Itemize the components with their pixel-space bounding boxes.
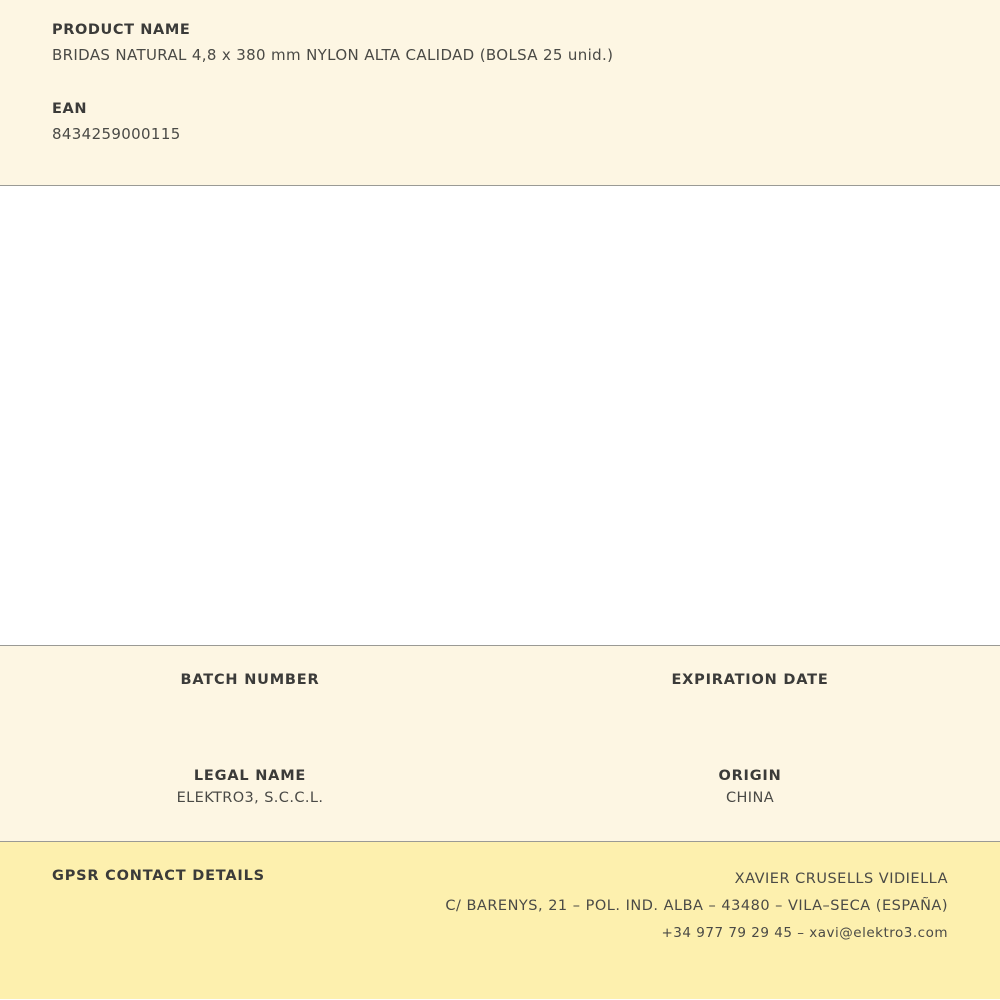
gpsr-contact-address: C/ BARENYS, 21 – POL. IND. ALBA – 43480 – VILA–SECA (ESPAÑA)	[445, 898, 948, 914]
batch-legal-info-block	[0, 646, 1000, 842]
batch-number-label: BATCH NUMBER	[180, 672, 320, 688]
origin-label: ORIGIN	[718, 768, 782, 784]
legal-name-value: ELEKTRO3, S.C.C.L.	[176, 790, 324, 806]
legal-origin-row	[0, 768, 1000, 808]
product-name-label: PRODUCT NAME	[52, 22, 191, 38]
expiration-date-value	[520, 694, 980, 712]
ean-value: 8434259000115	[52, 125, 181, 143]
batch-number-cell	[0, 672, 500, 712]
batch-expiration-row	[0, 672, 1000, 712]
gpsr-contact-title: GPSR CONTACT DETAILS	[52, 868, 265, 884]
expiration-date-cell	[500, 672, 1000, 712]
gpsr-contact-phone-email: +34 977 79 29 45 – xavi@elektro3.com	[661, 925, 948, 941]
ean-group	[52, 101, 948, 143]
product-name-group	[52, 22, 948, 64]
expiration-date-label: EXPIRATION DATE	[671, 672, 829, 688]
batch-number-value	[20, 694, 480, 712]
gpsr-contact-details	[445, 866, 948, 947]
origin-cell	[500, 768, 1000, 808]
ean-label: EAN	[52, 101, 88, 117]
origin-value: CHINA	[725, 790, 775, 806]
legal-name-label: LEGAL NAME	[193, 768, 307, 784]
gpsr-contact-block	[0, 842, 1000, 999]
legal-name-cell	[0, 768, 500, 808]
product-info-block	[0, 0, 1000, 186]
gpsr-contact-name: XAVIER CRUSELLS VIDIELLA	[734, 871, 948, 887]
product-name-value: BRIDAS NATURAL 4,8 x 380 mm NYLON ALTA CALIDAD (BOLSA 25 unid.)	[52, 46, 614, 64]
blank-content-area	[0, 186, 1000, 646]
